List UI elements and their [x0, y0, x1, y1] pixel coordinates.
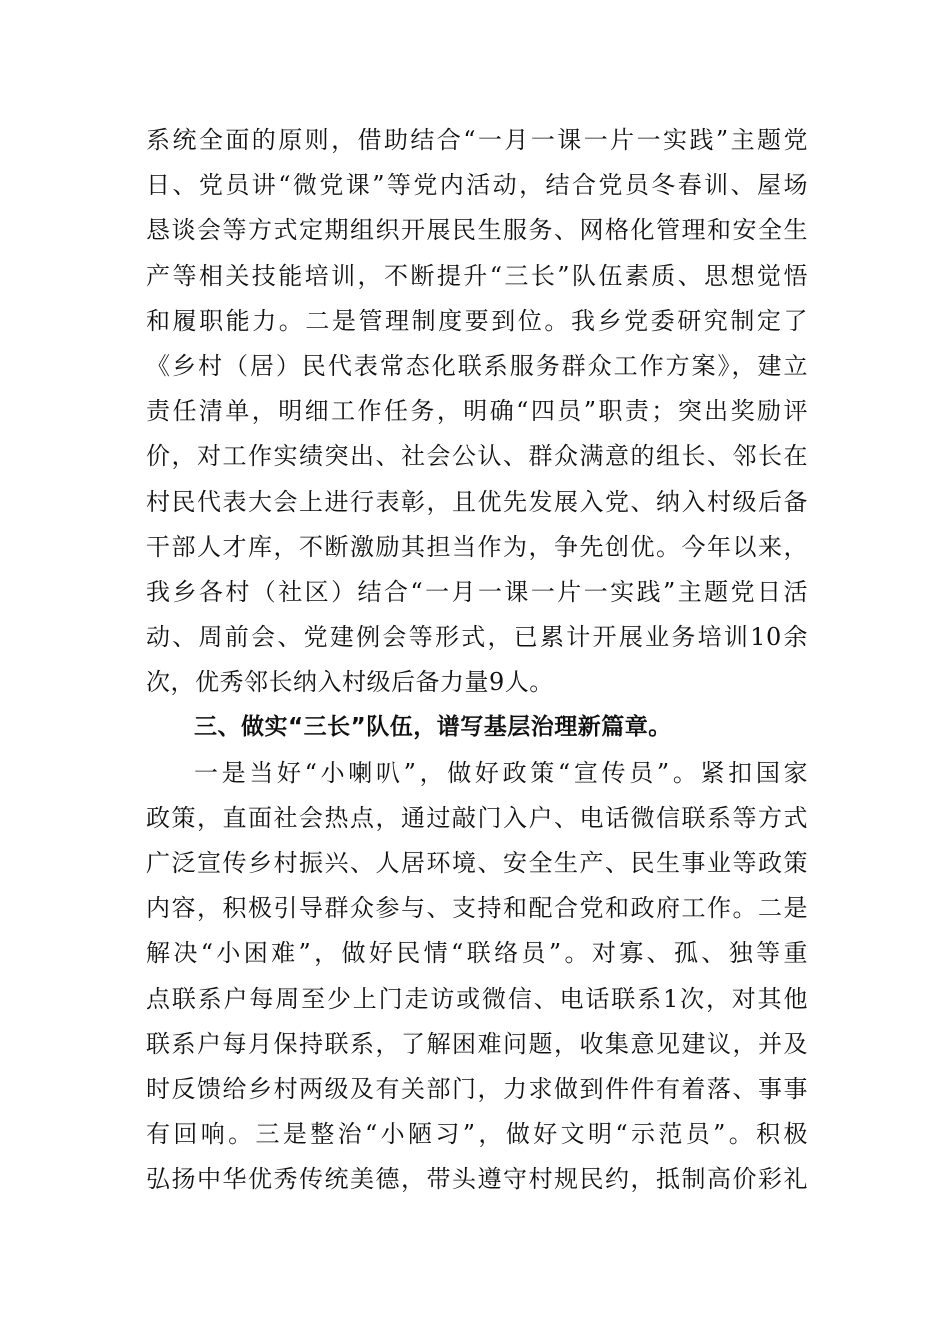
text-line: 《乡村（居）民代表常态化联系服务群众工作方案》，建立	[146, 351, 808, 380]
text-line: 次，优秀邻长纳入村级后备力量9人。	[146, 668, 554, 697]
text-line: 责任清单，明细工作任务，明确“四员”职责；突出奖励评	[146, 397, 808, 426]
section-heading: 三、做实“三长”队伍，谱写基层治理新篇章。	[194, 714, 672, 741]
text-line: 村民代表大会上进行表彰，且优先发展入党、纳入村级后备	[146, 487, 808, 516]
text-line: 联系户每月保持联系，了解困难问题，收集意见建议，并及	[146, 1029, 808, 1058]
text-line: 干部人才库，不断激励其担当作为，争先创优。今年以来，	[146, 532, 808, 561]
document-body	[146, 118, 808, 1203]
text-line: 广泛宣传乡村振兴、人居环境、安全生产、民生事业等政策	[146, 849, 808, 877]
text-line: 时反馈给乡村两级及有关部门，力求做到件件有着落、事事	[146, 1074, 808, 1103]
text-line: 价，对工作实绩突出、社会公认、群众满意的组长、邻长在	[146, 442, 808, 471]
text-line: 动、周前会、党建例会等形式，已累计开展业务培训10余	[146, 623, 808, 652]
body-paragraph	[146, 751, 808, 1203]
text-line: 解决“小困难”，做好民情“联络员”。对寡、孤、独等重	[146, 939, 808, 968]
text-line: 一是当好“小喇叭”，做好政策“宣传员”。紧扣国家	[194, 758, 808, 787]
body-paragraph	[146, 118, 808, 705]
text-line: 产等相关技能培训，不断提升“三长”队伍素质、思想觉悟	[146, 261, 808, 290]
text-line: 日、党员讲“微党课”等党内活动，结合党员冬春训、屋场	[146, 171, 808, 200]
text-line: 有回响。三是整治“小陋习”，做好文明“示范员”。积极	[146, 1120, 808, 1149]
text-line: 弘扬中华优秀传统美德，带头遵守村规民约，抵制高价彩礼	[146, 1165, 808, 1194]
text-line: 内容，积极引导群众参与、支持和配合党和政府工作。二是	[146, 894, 808, 923]
text-line: 我乡各村（社区）结合“一月一课一片一实践”主题党日活	[146, 577, 808, 606]
text-line: 恳谈会等方式定期组织开展民生服务、网格化管理和安全生	[146, 216, 808, 245]
text-line: 系统全面的原则，借助结合“一月一课一片一实践”主题党	[146, 126, 808, 154]
text-line: 和履职能力。二是管理制度要到位。我乡党委研究制定了	[146, 306, 808, 335]
text-line: 点联系户每周至少上门走访或微信、电话联系1次，对其他	[146, 984, 808, 1013]
text-line: 政策，直面社会热点，通过敲门入户、电话微信联系等方式	[146, 803, 808, 832]
